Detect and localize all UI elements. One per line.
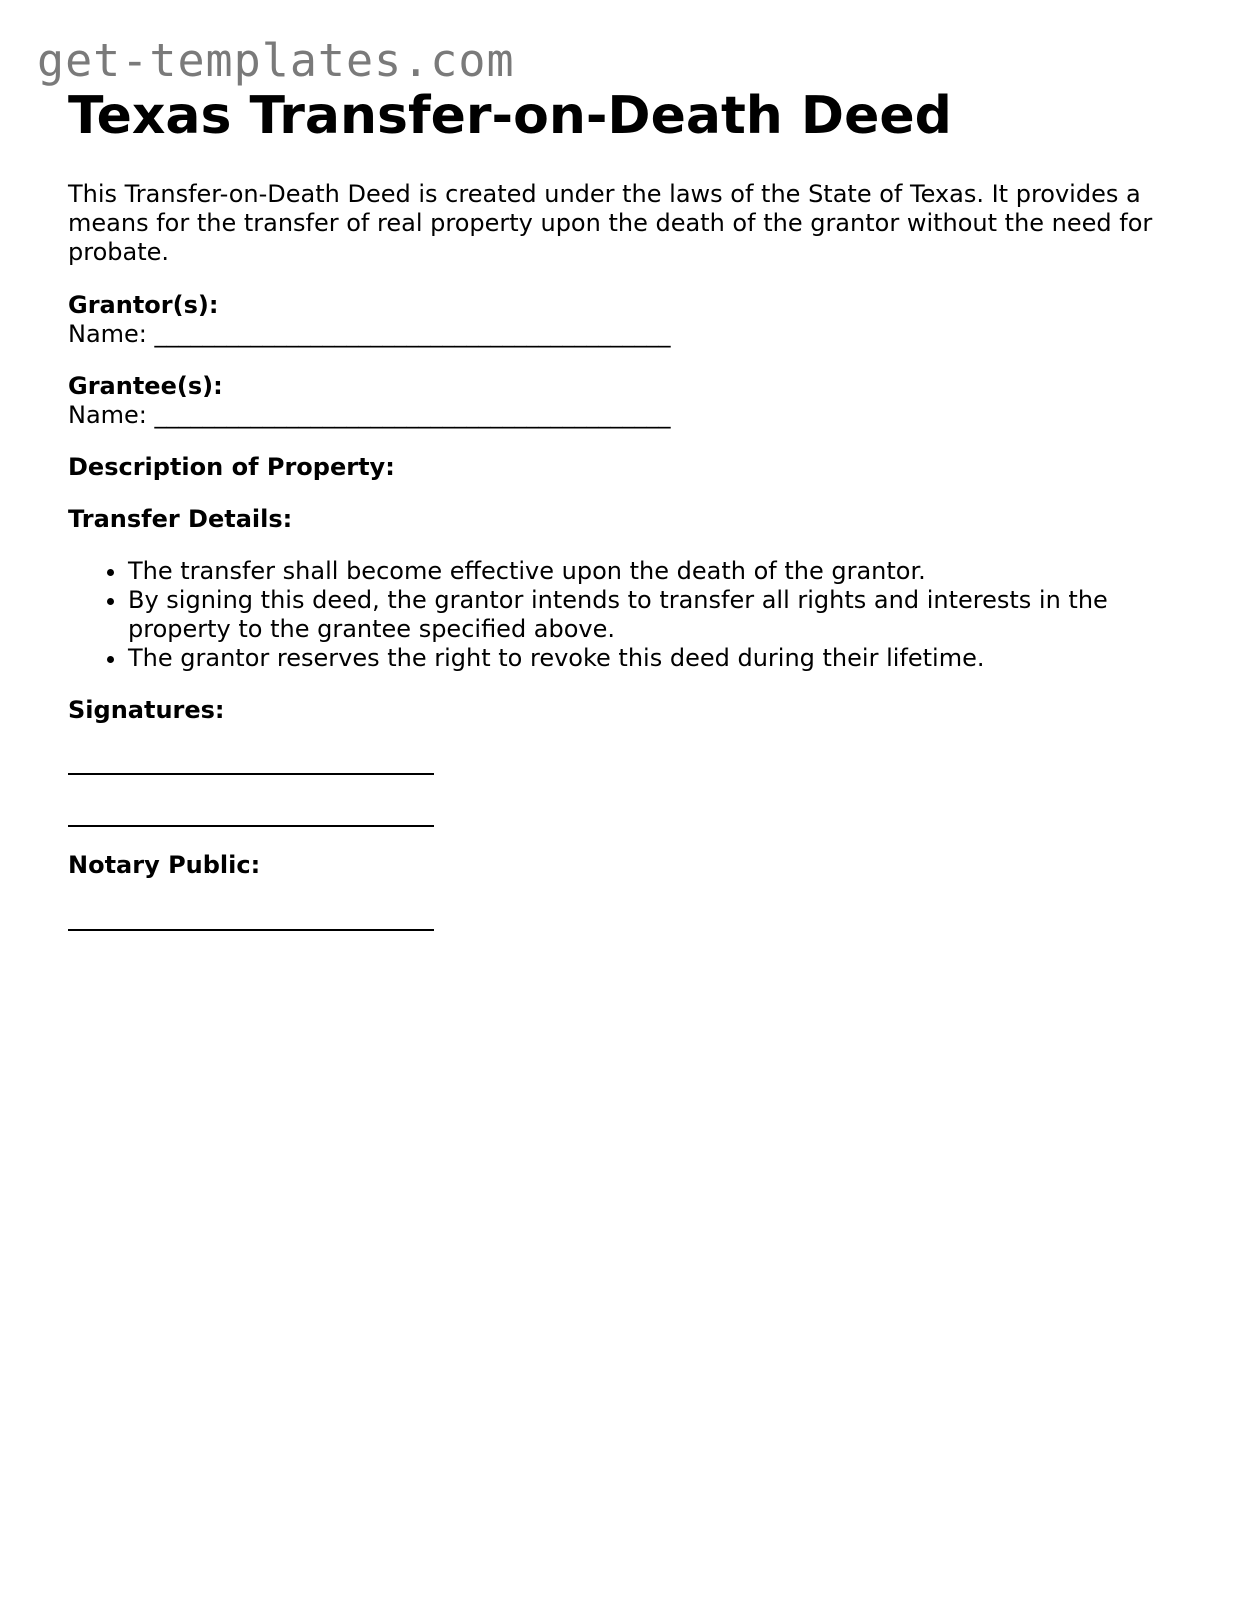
document-title: Texas Transfer-on-Death Deed (68, 86, 952, 146)
document (68, 86, 1198, 931)
list-item: • The transfer shall become effective upon the death of the grantor. (128, 557, 1198, 586)
grantor-name-field[interactable]: Name: ___________________________________________ (68, 320, 671, 348)
property-heading: Description of Property: (68, 453, 395, 481)
intro-paragraph: This Transfer-on-Death Deed is created under the laws of the State of Texas. It provides a means for the transfer of real property upon the death of the grantor without the need for probate. (68, 180, 1153, 266)
grantee-name-field[interactable]: Name: ___________________________________________ (68, 401, 671, 429)
transfer-details-list (68, 557, 1198, 673)
grantor-section (68, 291, 1198, 349)
list-item: • By signing this deed, the grantor intends to transfer all rights and interests in the property to the grantee specified above. (128, 586, 1198, 644)
list-item: • The grantor reserves the right to revoke this deed during their lifetime. (128, 644, 1198, 673)
notary-heading: Notary Public: (68, 851, 261, 879)
notary-signature-line[interactable] (68, 929, 434, 931)
watermark: get-templates.com (37, 34, 515, 87)
property-section (68, 453, 1198, 482)
signatures-section (68, 696, 1198, 827)
signatures-heading: Signatures: (68, 696, 225, 724)
signature-line-1[interactable] (68, 773, 434, 775)
grantee-heading: Grantee(s): (68, 372, 223, 400)
notary-section (68, 851, 1198, 931)
grantor-heading: Grantor(s): (68, 291, 219, 319)
transfer-heading: Transfer Details: (68, 505, 293, 533)
signature-line-2[interactable] (68, 825, 434, 827)
grantee-section (68, 372, 1198, 430)
transfer-section (68, 505, 1198, 673)
